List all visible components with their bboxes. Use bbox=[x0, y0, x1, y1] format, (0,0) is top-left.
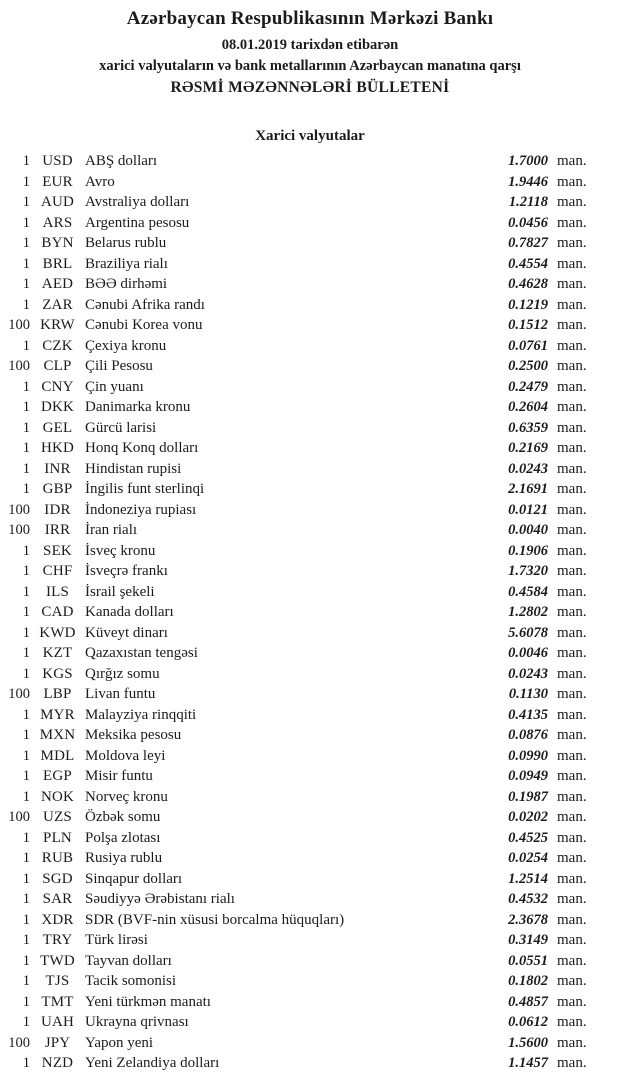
rate-row bbox=[0, 151, 620, 172]
currency-rate: 2.3678 bbox=[508, 911, 548, 928]
currency-quantity: 1 bbox=[22, 1014, 30, 1030]
currency-code: PLN bbox=[43, 829, 72, 846]
currency-code: RUB bbox=[41, 850, 74, 866]
currency-code: XDR bbox=[41, 911, 74, 928]
currency-rate: 0.1802 bbox=[508, 973, 548, 989]
currency-quantity: 1 bbox=[22, 870, 30, 887]
currency-code: TJS bbox=[45, 973, 70, 989]
currency-rate: 0.2604 bbox=[508, 399, 548, 415]
currency-name: Çili Pesosu bbox=[85, 358, 153, 374]
currency-code: NZD bbox=[41, 1055, 74, 1071]
bulletin-subtitle: xarici valyutaların və bank metallarının Azərbaycan manatına qarşı bbox=[99, 58, 521, 74]
currency-quantity: 1 bbox=[22, 604, 30, 620]
currency-code: IDR bbox=[44, 501, 71, 518]
currency-rate: 0.4532 bbox=[508, 891, 548, 907]
currency-quantity: 1 bbox=[22, 911, 30, 928]
currency-rate: 0.1219 bbox=[508, 296, 548, 313]
currency-name: Meksika pesosu bbox=[85, 727, 182, 743]
rate-row bbox=[0, 254, 620, 275]
rate-row bbox=[0, 1033, 620, 1054]
currency-name: Misir funtu bbox=[85, 768, 153, 784]
currency-code: MYR bbox=[40, 706, 75, 723]
currency-unit: man. bbox=[557, 1014, 587, 1030]
currency-code: TRY bbox=[42, 932, 73, 948]
currency-quantity: 1 bbox=[22, 850, 30, 866]
currency-unit: man. bbox=[557, 706, 587, 723]
currency-rate: 1.2802 bbox=[508, 604, 548, 620]
currency-code: KRW bbox=[40, 317, 75, 333]
currency-quantity: 1 bbox=[22, 993, 30, 1010]
currency-rate: 0.4135 bbox=[508, 706, 548, 723]
rate-row bbox=[0, 705, 620, 726]
currency-name: Moldova leyi bbox=[85, 747, 166, 764]
currency-quantity: 1 bbox=[22, 768, 30, 784]
rate-row bbox=[0, 500, 620, 521]
currency-code: BRL bbox=[42, 255, 73, 272]
currency-code: HKD bbox=[40, 440, 75, 456]
currency-unit: man. bbox=[557, 194, 587, 210]
currency-rate: 1.9446 bbox=[508, 173, 548, 190]
currency-unit: man. bbox=[557, 419, 587, 436]
currency-code: USD bbox=[42, 153, 73, 169]
rate-row bbox=[0, 561, 620, 582]
currency-name: İndoneziya rupiası bbox=[85, 501, 197, 518]
rate-row bbox=[0, 438, 620, 459]
currency-name: Argentina pesosu bbox=[85, 214, 190, 231]
currency-name: Ukrayna qrivnası bbox=[85, 1014, 189, 1030]
currency-name: Türk lirəsi bbox=[85, 932, 148, 948]
section-title-foreign-currencies: Xarici valyutalar bbox=[255, 128, 365, 144]
rate-row bbox=[0, 848, 620, 869]
currency-code: ZAR bbox=[42, 296, 73, 313]
currency-code: UAH bbox=[40, 1014, 75, 1030]
currency-name: Tayvan dolları bbox=[85, 952, 172, 969]
currency-unit: man. bbox=[557, 768, 587, 784]
currency-name: Qırğız somu bbox=[85, 665, 160, 682]
currency-name: Cənubi Afrika randı bbox=[85, 296, 205, 313]
rate-row bbox=[0, 992, 620, 1013]
currency-name: Cənubi Korea vonu bbox=[85, 317, 203, 333]
currency-code: ARS bbox=[42, 214, 73, 231]
currency-quantity: 1 bbox=[22, 460, 30, 477]
currency-name: Rusiya rublu bbox=[85, 850, 163, 866]
currency-rate: 0.0040 bbox=[508, 522, 548, 538]
currency-quantity: 1 bbox=[22, 706, 30, 723]
rate-row bbox=[0, 869, 620, 890]
currency-rate: 2.1691 bbox=[508, 481, 548, 497]
rate-row bbox=[0, 520, 620, 541]
currency-code: TWD bbox=[40, 952, 75, 969]
currency-name: Danimarka kronu bbox=[85, 399, 191, 415]
currency-code: NOK bbox=[40, 788, 75, 805]
rate-row bbox=[0, 910, 620, 931]
currency-name: ABŞ dolları bbox=[85, 153, 158, 169]
currency-code: IRR bbox=[44, 522, 71, 538]
currency-name: Çexiya kronu bbox=[85, 337, 167, 354]
bank-name: Azərbaycan Respublikasının Mərkəzi Bankı bbox=[126, 8, 494, 29]
exchange-rates-table bbox=[0, 151, 620, 1073]
currency-rate: 0.0046 bbox=[508, 645, 548, 661]
rate-row bbox=[0, 766, 620, 787]
currency-quantity: 100 bbox=[8, 501, 30, 518]
currency-name: Braziliya rialı bbox=[85, 255, 168, 272]
rate-row bbox=[0, 233, 620, 254]
currency-rate: 0.0990 bbox=[508, 747, 548, 764]
currency-code: GEL bbox=[42, 419, 73, 436]
currency-code: SGD bbox=[42, 870, 73, 887]
rate-row bbox=[0, 889, 620, 910]
currency-quantity: 1 bbox=[22, 1055, 30, 1071]
currency-unit: man. bbox=[557, 747, 587, 764]
currency-unit: man. bbox=[557, 891, 587, 907]
currency-unit: man. bbox=[557, 501, 587, 518]
currency-rate: 0.4584 bbox=[508, 583, 548, 600]
currency-quantity: 1 bbox=[22, 665, 30, 682]
currency-rate: 1.7000 bbox=[508, 153, 548, 169]
currency-unit: man. bbox=[557, 645, 587, 661]
rate-row bbox=[0, 377, 620, 398]
currency-name: Yapon yeni bbox=[85, 1034, 154, 1051]
currency-code: SEK bbox=[43, 542, 72, 559]
currency-rate: 0.4857 bbox=[508, 993, 548, 1010]
currency-name: SDR (BVF-nin xüsusi borcalma hüquqları) bbox=[85, 911, 345, 928]
rate-row bbox=[0, 623, 620, 644]
rate-row bbox=[0, 643, 620, 664]
currency-rate: 0.4554 bbox=[508, 255, 548, 272]
currency-quantity: 1 bbox=[22, 276, 30, 292]
currency-unit: man. bbox=[557, 993, 587, 1010]
currency-rate: 0.0202 bbox=[508, 809, 548, 825]
currency-unit: man. bbox=[557, 296, 587, 313]
currency-rate: 1.5600 bbox=[508, 1034, 548, 1051]
currency-unit: man. bbox=[557, 932, 587, 948]
currency-rate: 0.2169 bbox=[508, 440, 548, 456]
currency-rate: 0.0761 bbox=[508, 337, 548, 354]
rate-row bbox=[0, 213, 620, 234]
currency-rate: 5.6078 bbox=[508, 624, 548, 641]
currency-quantity: 1 bbox=[22, 973, 30, 989]
currency-unit: man. bbox=[557, 522, 587, 538]
currency-rate: 0.4628 bbox=[508, 276, 548, 292]
currency-quantity: 1 bbox=[22, 378, 30, 395]
currency-quantity: 1 bbox=[22, 481, 30, 497]
currency-rate: 0.4525 bbox=[508, 829, 548, 846]
currency-code: EGP bbox=[43, 768, 72, 784]
currency-unit: man. bbox=[557, 378, 587, 395]
currency-quantity: 1 bbox=[22, 891, 30, 907]
currency-unit: man. bbox=[557, 358, 587, 374]
currency-unit: man. bbox=[557, 809, 587, 825]
currency-code: BYN bbox=[41, 235, 74, 251]
currency-name: İsveçrə frankı bbox=[85, 563, 168, 579]
currency-code: EUR bbox=[42, 173, 73, 190]
currency-quantity: 1 bbox=[22, 788, 30, 805]
currency-unit: man. bbox=[557, 214, 587, 231]
currency-code: CAD bbox=[41, 604, 74, 620]
rate-row bbox=[0, 192, 620, 213]
currency-rate: 1.1457 bbox=[508, 1055, 548, 1071]
currency-quantity: 100 bbox=[8, 686, 30, 702]
currency-unit: man. bbox=[557, 1034, 587, 1051]
currency-unit: man. bbox=[557, 686, 587, 702]
currency-code: UZS bbox=[43, 809, 72, 825]
rate-row bbox=[0, 602, 620, 623]
currency-unit: man. bbox=[557, 870, 587, 887]
currency-code: KZT bbox=[42, 645, 73, 661]
currency-name: Avro bbox=[85, 173, 115, 190]
currency-name: Yeni Zelandiya dolları bbox=[85, 1055, 220, 1071]
rate-row bbox=[0, 664, 620, 685]
currency-name: Özbək somu bbox=[85, 809, 161, 825]
currency-name: Honq Konq dolları bbox=[85, 440, 199, 456]
currency-code: AED bbox=[41, 276, 74, 292]
currency-quantity: 1 bbox=[22, 440, 30, 456]
currency-code: GBP bbox=[42, 481, 73, 497]
currency-rate: 0.7827 bbox=[508, 235, 548, 251]
currency-code: MDL bbox=[40, 747, 75, 764]
rate-row bbox=[0, 582, 620, 603]
currency-rate: 0.0243 bbox=[508, 665, 548, 682]
rate-row bbox=[0, 930, 620, 951]
currency-name: Sinqapur dolları bbox=[85, 870, 183, 887]
currency-unit: man. bbox=[557, 973, 587, 989]
currency-rate: 0.0121 bbox=[508, 501, 548, 518]
currency-rate: 0.0456 bbox=[508, 214, 548, 231]
bulletin-title: RƏSMİ MƏZƏNNƏLƏRİ BÜLLETENİ bbox=[170, 79, 450, 96]
currency-name: Norveç kronu bbox=[85, 788, 168, 805]
currency-rate: 1.2514 bbox=[508, 870, 548, 887]
currency-quantity: 1 bbox=[22, 296, 30, 313]
currency-rate: 1.7320 bbox=[508, 563, 548, 579]
currency-rate: 0.1987 bbox=[508, 788, 548, 805]
currency-name: Gürcü larisi bbox=[85, 419, 157, 436]
currency-unit: man. bbox=[557, 911, 587, 928]
currency-quantity: 100 bbox=[8, 358, 30, 374]
currency-name: Kanada dolları bbox=[85, 604, 174, 620]
currency-quantity: 1 bbox=[22, 563, 30, 579]
currency-name: Polşa zlotası bbox=[85, 829, 161, 846]
currency-name: İran rialı bbox=[85, 522, 138, 538]
currency-code: CNY bbox=[41, 378, 74, 395]
currency-unit: man. bbox=[557, 235, 587, 251]
rate-row bbox=[0, 479, 620, 500]
currency-name: Səudiyyə Ərəbistanı rialı bbox=[85, 891, 235, 907]
currency-unit: man. bbox=[557, 542, 587, 559]
currency-rate: 0.0551 bbox=[508, 952, 548, 969]
rate-row bbox=[0, 684, 620, 705]
currency-name: BƏƏ dirhəmi bbox=[85, 276, 168, 292]
rate-row bbox=[0, 1012, 620, 1033]
currency-quantity: 1 bbox=[22, 255, 30, 272]
rate-row bbox=[0, 807, 620, 828]
rate-row bbox=[0, 459, 620, 480]
currency-unit: man. bbox=[557, 727, 587, 743]
currency-rate: 0.0243 bbox=[508, 460, 548, 477]
currency-name: İsveç kronu bbox=[85, 542, 156, 559]
currency-unit: man. bbox=[557, 624, 587, 641]
currency-rate: 0.1906 bbox=[508, 542, 548, 559]
currency-unit: man. bbox=[557, 788, 587, 805]
rate-row bbox=[0, 315, 620, 336]
currency-unit: man. bbox=[557, 604, 587, 620]
currency-unit: man. bbox=[557, 255, 587, 272]
currency-rate: 0.2500 bbox=[508, 358, 548, 374]
rate-row bbox=[0, 397, 620, 418]
currency-code: LBP bbox=[43, 686, 72, 702]
currency-unit: man. bbox=[557, 173, 587, 190]
currency-quantity: 1 bbox=[22, 399, 30, 415]
currency-unit: man. bbox=[557, 337, 587, 354]
currency-code: JPY bbox=[44, 1034, 71, 1051]
currency-code: AUD bbox=[40, 194, 75, 210]
currency-quantity: 1 bbox=[22, 624, 30, 641]
currency-code: KGS bbox=[42, 665, 73, 682]
rate-row bbox=[0, 274, 620, 295]
rate-row bbox=[0, 951, 620, 972]
currency-unit: man. bbox=[557, 583, 587, 600]
currency-rate: 0.0254 bbox=[508, 850, 548, 866]
rate-row bbox=[0, 828, 620, 849]
currency-name: Küveyt dinarı bbox=[85, 624, 168, 641]
currency-rate: 0.0949 bbox=[508, 768, 548, 784]
currency-quantity: 1 bbox=[22, 173, 30, 190]
currency-name: İsrail şekeli bbox=[85, 583, 155, 600]
currency-quantity: 100 bbox=[8, 317, 30, 333]
currency-quantity: 1 bbox=[22, 235, 30, 251]
currency-quantity: 1 bbox=[22, 337, 30, 354]
currency-rate: 0.3149 bbox=[508, 932, 548, 948]
currency-quantity: 100 bbox=[8, 1034, 30, 1051]
currency-rate: 0.0876 bbox=[508, 727, 548, 743]
currency-name: Tacik somonisi bbox=[85, 973, 177, 989]
currency-quantity: 1 bbox=[22, 194, 30, 210]
currency-unit: man. bbox=[557, 952, 587, 969]
currency-unit: man. bbox=[557, 276, 587, 292]
rate-row bbox=[0, 1053, 620, 1073]
currency-name: Çin yuanı bbox=[85, 378, 144, 395]
currency-code: CLP bbox=[43, 358, 72, 374]
effective-date-line: 08.01.2019 tarixdən etibarən bbox=[221, 37, 399, 53]
currency-quantity: 1 bbox=[22, 932, 30, 948]
currency-quantity: 1 bbox=[22, 542, 30, 559]
rate-row bbox=[0, 746, 620, 767]
currency-code: CHF bbox=[42, 563, 73, 579]
currency-name: İngilis funt sterlinqi bbox=[85, 481, 205, 497]
currency-rate: 0.1512 bbox=[508, 317, 548, 333]
currency-unit: man. bbox=[557, 1055, 587, 1071]
currency-unit: man. bbox=[557, 481, 587, 497]
currency-quantity: 1 bbox=[22, 829, 30, 846]
rate-row bbox=[0, 418, 620, 439]
currency-code: SAR bbox=[42, 891, 73, 907]
currency-rate: 0.2479 bbox=[508, 378, 548, 395]
currency-code: DKK bbox=[40, 399, 75, 415]
currency-code: ILS bbox=[45, 583, 70, 600]
currency-unit: man. bbox=[557, 850, 587, 866]
currency-unit: man. bbox=[557, 317, 587, 333]
currency-rate: 0.0612 bbox=[508, 1014, 548, 1030]
currency-quantity: 1 bbox=[22, 153, 30, 169]
currency-rate: 0.1130 bbox=[508, 686, 548, 702]
currency-quantity: 1 bbox=[22, 419, 30, 436]
currency-quantity: 1 bbox=[22, 583, 30, 600]
currency-code: MXN bbox=[39, 727, 76, 743]
currency-name: Malayziya rinqqiti bbox=[85, 706, 197, 723]
rate-row bbox=[0, 725, 620, 746]
currency-quantity: 1 bbox=[22, 645, 30, 661]
rate-row bbox=[0, 356, 620, 377]
currency-code: TMT bbox=[41, 993, 74, 1010]
currency-rate: 0.6359 bbox=[508, 419, 548, 436]
currency-quantity: 1 bbox=[22, 727, 30, 743]
currency-name: Hindistan rupisi bbox=[85, 460, 182, 477]
currency-name: Livan funtu bbox=[85, 686, 156, 702]
currency-quantity: 1 bbox=[22, 747, 30, 764]
currency-rate: 1.2118 bbox=[508, 194, 548, 210]
currency-code: KWD bbox=[39, 624, 76, 641]
rate-row bbox=[0, 971, 620, 992]
currency-quantity: 100 bbox=[8, 522, 30, 538]
currency-unit: man. bbox=[557, 153, 587, 169]
currency-name: Belarus rublu bbox=[85, 235, 167, 251]
currency-code: INR bbox=[44, 460, 71, 477]
currency-quantity: 1 bbox=[22, 214, 30, 231]
currency-code: CZK bbox=[42, 337, 73, 354]
currency-name: Qazaxıstan tengəsi bbox=[85, 645, 198, 661]
rate-row bbox=[0, 787, 620, 808]
currency-unit: man. bbox=[557, 399, 587, 415]
currency-unit: man. bbox=[557, 460, 587, 477]
currency-unit: man. bbox=[557, 665, 587, 682]
currency-quantity: 100 bbox=[8, 809, 30, 825]
currency-unit: man. bbox=[557, 440, 587, 456]
rate-row bbox=[0, 336, 620, 357]
currency-quantity: 1 bbox=[22, 952, 30, 969]
currency-name: Yeni türkmən manatı bbox=[85, 993, 211, 1010]
rate-row bbox=[0, 295, 620, 316]
rate-row bbox=[0, 541, 620, 562]
rate-row bbox=[0, 172, 620, 193]
currency-name: Avstraliya dolları bbox=[85, 194, 190, 210]
currency-unit: man. bbox=[557, 829, 587, 846]
currency-unit: man. bbox=[557, 563, 587, 579]
